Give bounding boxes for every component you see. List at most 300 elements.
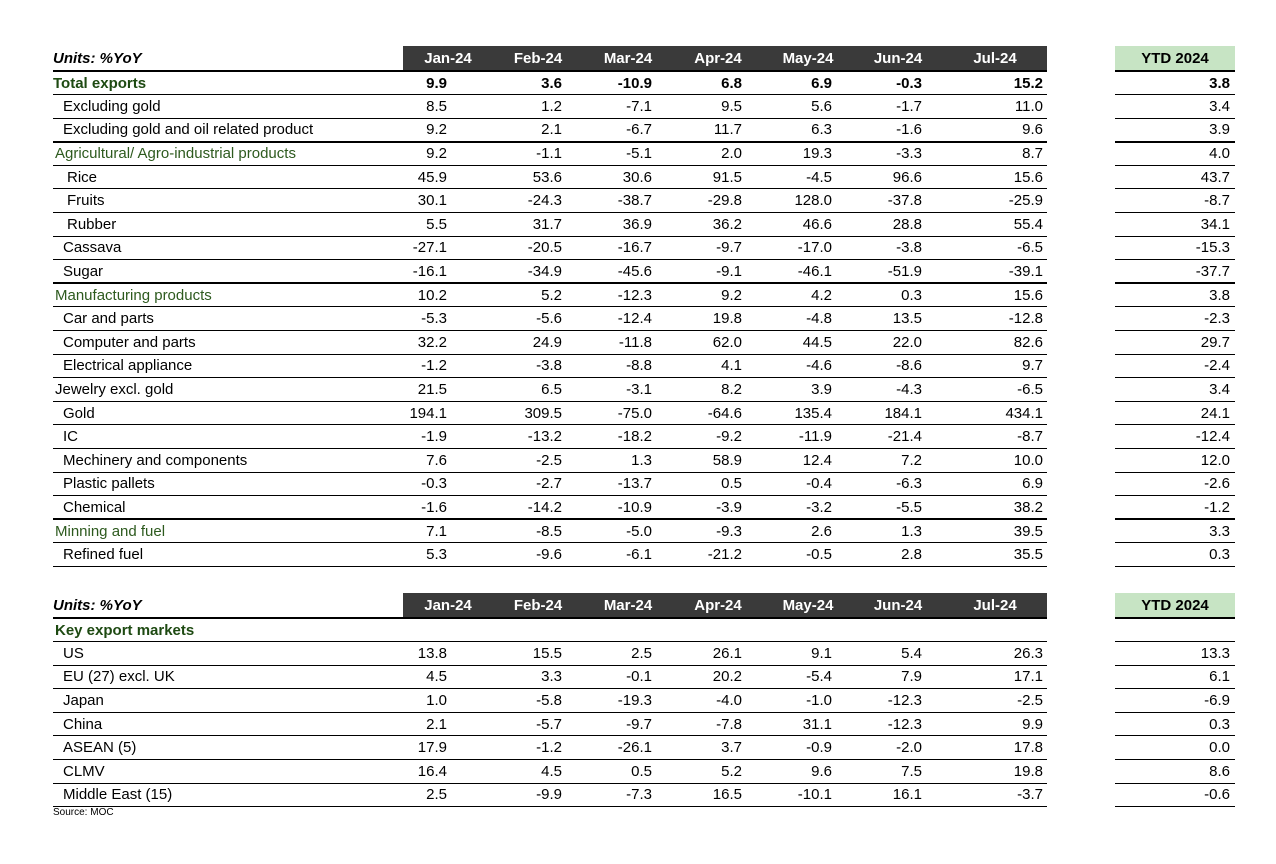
value-cell: 9.6 [943, 118, 1047, 142]
value-cell: 9.5 [673, 95, 763, 119]
value-cell: 0.3 [853, 283, 943, 307]
month-header: Feb-24 [493, 46, 583, 71]
value-cell: 32.2 [403, 331, 493, 355]
empty-cell [673, 618, 763, 642]
value-cell: 96.6 [853, 165, 943, 189]
units-label: Units: %YoY [53, 46, 403, 71]
value-cell: 2.5 [583, 642, 673, 666]
row-label: CLMV [53, 760, 403, 784]
month-header: Jun-24 [853, 46, 943, 71]
ytd-cell: 12.0 [1115, 449, 1235, 473]
month-header: Mar-24 [583, 46, 673, 71]
ytd-cell: -15.3 [1115, 236, 1235, 260]
row-label: Computer and parts [53, 331, 403, 355]
value-cell: 35.5 [943, 543, 1047, 567]
row-label: Excluding gold and oil related product [53, 118, 403, 142]
value-cell: 9.1 [763, 642, 853, 666]
value-cell: -5.7 [493, 712, 583, 736]
table-row [53, 543, 1235, 567]
ytd-cell: -12.4 [1115, 425, 1235, 449]
column-gap [1047, 46, 1115, 71]
value-cell: -0.1 [583, 665, 673, 689]
value-cell: 3.9 [763, 378, 853, 402]
ytd-cell: 0.3 [1115, 543, 1235, 567]
value-cell: -6.5 [943, 378, 1047, 402]
value-cell: 7.9 [853, 665, 943, 689]
ytd-cell: 29.7 [1115, 331, 1235, 355]
ytd-cell: -37.7 [1115, 260, 1235, 284]
value-cell: 62.0 [673, 331, 763, 355]
value-cell: -3.8 [853, 236, 943, 260]
value-cell: -39.1 [943, 260, 1047, 284]
value-cell: -0.9 [763, 736, 853, 760]
ytd-cell: 3.3 [1115, 519, 1235, 543]
value-cell: -2.5 [943, 689, 1047, 713]
value-cell: -1.2 [403, 354, 493, 378]
value-cell: 0.5 [673, 472, 763, 496]
value-cell: -10.1 [763, 783, 853, 807]
value-cell: 194.1 [403, 401, 493, 425]
value-cell: 16.5 [673, 783, 763, 807]
value-cell: -5.6 [493, 307, 583, 331]
value-cell: -8.7 [943, 425, 1047, 449]
value-cell: -11.8 [583, 331, 673, 355]
value-cell: 13.5 [853, 307, 943, 331]
value-cell: -0.3 [403, 472, 493, 496]
value-cell: 7.6 [403, 449, 493, 473]
value-cell: -5.4 [763, 665, 853, 689]
value-cell: -5.0 [583, 519, 673, 543]
table-row [53, 642, 1235, 666]
column-gap [1047, 236, 1115, 260]
column-gap [1047, 712, 1115, 736]
value-cell: -20.5 [493, 236, 583, 260]
value-cell: 6.9 [763, 71, 853, 95]
ytd-cell: -1.2 [1115, 496, 1235, 520]
ytd-cell: 0.3 [1115, 712, 1235, 736]
value-cell: -13.2 [493, 425, 583, 449]
column-gap [1047, 260, 1115, 284]
column-gap [1047, 425, 1115, 449]
value-cell: -19.3 [583, 689, 673, 713]
value-cell: 45.9 [403, 165, 493, 189]
value-cell: -5.1 [583, 142, 673, 166]
month-header: Jul-24 [943, 593, 1047, 618]
value-cell: 7.5 [853, 760, 943, 784]
empty-cell [763, 618, 853, 642]
month-header: Jun-24 [853, 593, 943, 618]
value-cell: 1.3 [583, 449, 673, 473]
value-cell: 2.6 [763, 519, 853, 543]
ytd-cell: 3.8 [1115, 283, 1235, 307]
value-cell: 6.8 [673, 71, 763, 95]
ytd-cell: 24.1 [1115, 401, 1235, 425]
value-cell: 44.5 [763, 331, 853, 355]
table-row [53, 449, 1235, 473]
value-cell: 36.9 [583, 213, 673, 237]
value-cell: -45.6 [583, 260, 673, 284]
month-header: May-24 [763, 46, 853, 71]
value-cell: -7.1 [583, 95, 673, 119]
source-note: Source: MOC [53, 807, 114, 818]
value-cell: -46.1 [763, 260, 853, 284]
column-gap [1047, 736, 1115, 760]
value-cell: -8.8 [583, 354, 673, 378]
value-cell: 1.0 [403, 689, 493, 713]
units-label: Units: %YoY [53, 593, 403, 618]
value-cell: 5.4 [853, 642, 943, 666]
exports-by-product-table [53, 46, 1235, 567]
row-label: Electrical appliance [53, 354, 403, 378]
value-cell: 4.5 [403, 665, 493, 689]
value-cell: 9.2 [673, 283, 763, 307]
value-cell: 6.3 [763, 118, 853, 142]
row-label: Cassava [53, 236, 403, 260]
column-gap [1047, 283, 1115, 307]
month-header: Jan-24 [403, 593, 493, 618]
value-cell: -0.5 [763, 543, 853, 567]
ytd-cell: 0.0 [1115, 736, 1235, 760]
empty-cell [853, 618, 943, 642]
month-header: Jul-24 [943, 46, 1047, 71]
table-row [53, 401, 1235, 425]
value-cell: 21.5 [403, 378, 493, 402]
column-gap [1047, 665, 1115, 689]
value-cell: -4.6 [763, 354, 853, 378]
table-row [53, 283, 1235, 307]
export-markets-table [53, 593, 1235, 807]
row-label: Rice [53, 165, 403, 189]
value-cell: -6.7 [583, 118, 673, 142]
row-label: Japan [53, 689, 403, 713]
value-cell: 28.8 [853, 213, 943, 237]
table-row [53, 331, 1235, 355]
value-cell: -3.2 [763, 496, 853, 520]
value-cell: 1.3 [853, 519, 943, 543]
column-gap [1047, 783, 1115, 807]
value-cell: -5.3 [403, 307, 493, 331]
value-cell: -1.7 [853, 95, 943, 119]
value-cell: -9.9 [493, 783, 583, 807]
value-cell: -7.3 [583, 783, 673, 807]
row-label: China [53, 712, 403, 736]
value-cell: -1.9 [403, 425, 493, 449]
row-label: Agricultural/ Agro-industrial products [53, 142, 403, 166]
ytd-cell: 34.1 [1115, 213, 1235, 237]
section-label: Key export markets [53, 618, 403, 642]
value-cell: 15.6 [943, 165, 1047, 189]
ytd-cell: -0.6 [1115, 783, 1235, 807]
value-cell: -4.0 [673, 689, 763, 713]
value-cell: 9.9 [403, 71, 493, 95]
value-cell: -4.8 [763, 307, 853, 331]
value-cell: 58.9 [673, 449, 763, 473]
value-cell: -12.3 [853, 712, 943, 736]
row-label: Rubber [53, 213, 403, 237]
value-cell: -26.1 [583, 736, 673, 760]
value-cell: 19.8 [673, 307, 763, 331]
value-cell: 31.7 [493, 213, 583, 237]
value-cell: 8.5 [403, 95, 493, 119]
value-cell: -25.9 [943, 189, 1047, 213]
value-cell: 17.8 [943, 736, 1047, 760]
ytd-cell: 43.7 [1115, 165, 1235, 189]
value-cell: 38.2 [943, 496, 1047, 520]
table-row [53, 496, 1235, 520]
value-cell: -18.2 [583, 425, 673, 449]
value-cell: 15.2 [943, 71, 1047, 95]
value-cell: -1.6 [853, 118, 943, 142]
value-cell: -5.5 [853, 496, 943, 520]
table-row [53, 95, 1235, 119]
value-cell: 16.1 [853, 783, 943, 807]
month-header: Mar-24 [583, 593, 673, 618]
table-row [53, 236, 1235, 260]
row-label: EU (27) excl. UK [53, 665, 403, 689]
ytd-cell: -6.9 [1115, 689, 1235, 713]
section-row [53, 618, 1235, 642]
row-label: Plastic pallets [53, 472, 403, 496]
value-cell: 30.1 [403, 189, 493, 213]
value-cell: -9.7 [673, 236, 763, 260]
value-cell: 6.9 [943, 472, 1047, 496]
column-gap [1047, 71, 1115, 95]
value-cell: -38.7 [583, 189, 673, 213]
value-cell: 53.6 [493, 165, 583, 189]
value-cell: -21.2 [673, 543, 763, 567]
column-gap [1047, 593, 1115, 618]
value-cell: 9.9 [943, 712, 1047, 736]
value-cell: 2.1 [493, 118, 583, 142]
value-cell: 19.8 [943, 760, 1047, 784]
value-cell: -6.3 [853, 472, 943, 496]
value-cell: 15.6 [943, 283, 1047, 307]
value-cell: -27.1 [403, 236, 493, 260]
value-cell: 24.9 [493, 331, 583, 355]
value-cell: -37.8 [853, 189, 943, 213]
value-cell: 6.5 [493, 378, 583, 402]
value-cell: 3.7 [673, 736, 763, 760]
value-cell: -3.3 [853, 142, 943, 166]
value-cell: 7.1 [403, 519, 493, 543]
value-cell: -24.3 [493, 189, 583, 213]
value-cell: -29.8 [673, 189, 763, 213]
value-cell: -9.7 [583, 712, 673, 736]
value-cell: 7.2 [853, 449, 943, 473]
value-cell: -8.5 [493, 519, 583, 543]
value-cell: -17.0 [763, 236, 853, 260]
value-cell: -64.6 [673, 401, 763, 425]
ytd-header: YTD 2024 [1115, 46, 1235, 71]
value-cell: 31.1 [763, 712, 853, 736]
column-gap [1047, 165, 1115, 189]
month-header: May-24 [763, 593, 853, 618]
value-cell: -1.6 [403, 496, 493, 520]
value-cell: 91.5 [673, 165, 763, 189]
value-cell: -3.7 [943, 783, 1047, 807]
value-cell: -9.1 [673, 260, 763, 284]
value-cell: -11.9 [763, 425, 853, 449]
value-cell: 82.6 [943, 331, 1047, 355]
value-cell: 16.4 [403, 760, 493, 784]
value-cell: 11.7 [673, 118, 763, 142]
table-row [53, 307, 1235, 331]
value-cell: 434.1 [943, 401, 1047, 425]
table-row [53, 665, 1235, 689]
value-cell: -1.0 [763, 689, 853, 713]
table-row [53, 760, 1235, 784]
ytd-cell: 13.3 [1115, 642, 1235, 666]
row-label: Sugar [53, 260, 403, 284]
value-cell: -12.4 [583, 307, 673, 331]
column-gap [1047, 213, 1115, 237]
value-cell: 17.1 [943, 665, 1047, 689]
value-cell: 0.5 [583, 760, 673, 784]
value-cell: -12.8 [943, 307, 1047, 331]
row-label: Manufacturing products [53, 283, 403, 307]
value-cell: -9.2 [673, 425, 763, 449]
row-label: ASEAN (5) [53, 736, 403, 760]
value-cell: 46.6 [763, 213, 853, 237]
value-cell: 10.2 [403, 283, 493, 307]
column-gap [1047, 472, 1115, 496]
value-cell: -4.5 [763, 165, 853, 189]
value-cell: 3.3 [493, 665, 583, 689]
month-header: Apr-24 [673, 46, 763, 71]
value-cell: 15.5 [493, 642, 583, 666]
value-cell: 5.2 [673, 760, 763, 784]
value-cell: -0.4 [763, 472, 853, 496]
value-cell: -14.2 [493, 496, 583, 520]
empty-cell [583, 618, 673, 642]
column-gap [1047, 642, 1115, 666]
column-gap [1047, 95, 1115, 119]
value-cell: -12.3 [853, 689, 943, 713]
column-gap [1047, 401, 1115, 425]
row-label: Minning and fuel [53, 519, 403, 543]
value-cell: 128.0 [763, 189, 853, 213]
column-gap [1047, 618, 1115, 642]
value-cell: 9.2 [403, 142, 493, 166]
column-gap [1047, 760, 1115, 784]
value-cell: 36.2 [673, 213, 763, 237]
value-cell: 4.2 [763, 283, 853, 307]
table-row [53, 783, 1235, 807]
value-cell: -12.3 [583, 283, 673, 307]
value-cell: 184.1 [853, 401, 943, 425]
value-cell: -16.7 [583, 236, 673, 260]
value-cell: 9.7 [943, 354, 1047, 378]
value-cell: 11.0 [943, 95, 1047, 119]
value-cell: -3.9 [673, 496, 763, 520]
row-label: Refined fuel [53, 543, 403, 567]
row-label: Excluding gold [53, 95, 403, 119]
value-cell: 30.6 [583, 165, 673, 189]
value-cell: 2.0 [673, 142, 763, 166]
value-cell: 19.3 [763, 142, 853, 166]
value-cell: -6.5 [943, 236, 1047, 260]
column-gap [1047, 496, 1115, 520]
column-gap [1047, 689, 1115, 713]
ytd-cell: 6.1 [1115, 665, 1235, 689]
table-row [53, 118, 1235, 142]
value-cell: 26.1 [673, 642, 763, 666]
column-gap [1047, 331, 1115, 355]
table-row [53, 260, 1235, 284]
empty-cell [1115, 618, 1235, 642]
column-gap [1047, 307, 1115, 331]
ytd-cell: 4.0 [1115, 142, 1235, 166]
ytd-cell: 3.4 [1115, 378, 1235, 402]
value-cell: 55.4 [943, 213, 1047, 237]
value-cell: 5.6 [763, 95, 853, 119]
ytd-cell: 3.9 [1115, 118, 1235, 142]
value-cell: 12.4 [763, 449, 853, 473]
value-cell: -4.3 [853, 378, 943, 402]
table-row [53, 689, 1235, 713]
month-header: Apr-24 [673, 593, 763, 618]
ytd-cell: -2.3 [1115, 307, 1235, 331]
value-cell: -0.3 [853, 71, 943, 95]
value-cell: 17.9 [403, 736, 493, 760]
month-header: Feb-24 [493, 593, 583, 618]
row-label: Gold [53, 401, 403, 425]
ytd-cell: 8.6 [1115, 760, 1235, 784]
ytd-cell: 3.8 [1115, 71, 1235, 95]
month-header: Jan-24 [403, 46, 493, 71]
value-cell: -75.0 [583, 401, 673, 425]
value-cell: -2.0 [853, 736, 943, 760]
table-row [53, 165, 1235, 189]
value-cell: -21.4 [853, 425, 943, 449]
value-cell: 4.1 [673, 354, 763, 378]
ytd-cell: 3.4 [1115, 95, 1235, 119]
value-cell: 22.0 [853, 331, 943, 355]
value-cell: 39.5 [943, 519, 1047, 543]
value-cell: -7.8 [673, 712, 763, 736]
empty-cell [943, 618, 1047, 642]
table-row [53, 712, 1235, 736]
table-row [53, 354, 1235, 378]
column-gap [1047, 519, 1115, 543]
column-gap [1047, 189, 1115, 213]
value-cell: 1.2 [493, 95, 583, 119]
column-gap [1047, 142, 1115, 166]
value-cell: 10.0 [943, 449, 1047, 473]
ytd-header: YTD 2024 [1115, 593, 1235, 618]
value-cell: 3.6 [493, 71, 583, 95]
value-cell: -2.7 [493, 472, 583, 496]
value-cell: 5.3 [403, 543, 493, 567]
value-cell: -9.6 [493, 543, 583, 567]
column-gap [1047, 449, 1115, 473]
row-label: IC [53, 425, 403, 449]
value-cell: -5.8 [493, 689, 583, 713]
value-cell: -6.1 [583, 543, 673, 567]
column-gap [1047, 378, 1115, 402]
value-cell: 2.1 [403, 712, 493, 736]
value-cell: 5.2 [493, 283, 583, 307]
row-label: Mechinery and components [53, 449, 403, 473]
value-cell: 4.5 [493, 760, 583, 784]
table-row [53, 71, 1235, 95]
value-cell: -9.3 [673, 519, 763, 543]
value-cell: -34.9 [493, 260, 583, 284]
table-row [53, 142, 1235, 166]
row-label: Chemical [53, 496, 403, 520]
row-label: Fruits [53, 189, 403, 213]
table-row [53, 472, 1235, 496]
